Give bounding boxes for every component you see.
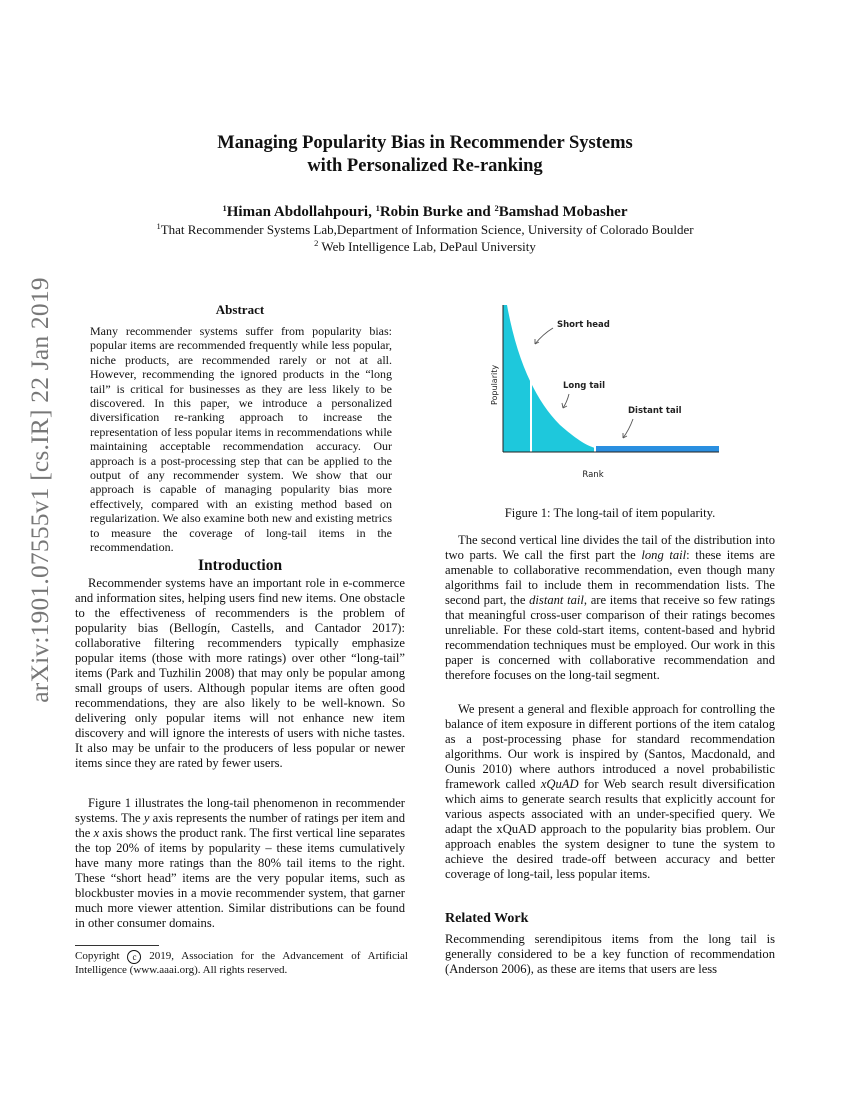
copyright-suffix: 2019, Association for the Advancement of Artificial Intelligence (www.aaai.org). All rights reserved. — [75, 950, 408, 976]
paper-title-line-2: with Personalized Re-ranking — [307, 156, 543, 176]
author-list — [0, 203, 850, 222]
author-3-affiliation-mark: 2 — [494, 203, 499, 213]
footnote-rule — [75, 945, 159, 946]
affiliation-2 — [0, 239, 850, 255]
author-3: Bamshad Mobasher — [498, 204, 628, 220]
introduction-paragraph-2 — [75, 796, 405, 931]
right-p2-part-a: We present a general and flexible approach for controlling the balance of item exposure in different portions of the item catalog as a post-processing phase for standard recommendation algorithms. Our work is inspired by (Santos, Macdonald, and Ounis 2010) where authors introduced a novel probabilistic framework called — [445, 702, 775, 791]
introduction-paragraph-1: Recommender systems have an important role in e-commerce and information sites, helping users find new items. One obstacle to the effectiveness of recommenders is the problem of popularity bias (Bellogín, Castells, and Cantador 2017): collaborative filtering recommenders typically emphasize popular items (those with more ratings) over other “long-tail” items (Park and Tuzhilin 2008) that may only be popular among small groups of users. Although popular items are often good recommendations, they are also likely to be well-known. So delivering only popular items will not enhance new item discovery and will ignore the interests of users with niche tastes. It also may be unfair to the producers of less popular or newer items since they are rated by fewer users. — [75, 576, 405, 770]
long-tail-arrow — [563, 394, 569, 408]
right-paragraph-1 — [445, 533, 775, 683]
distant-tail-term: distant tail — [529, 593, 584, 607]
affiliation-1 — [0, 222, 850, 238]
introduction-heading: Introduction — [197, 557, 283, 574]
x-variable: x — [93, 826, 100, 840]
intro-p2-part-b: axis represents the number of ratings per item and the — [75, 811, 405, 840]
x-axis-label: Rank — [582, 470, 604, 480]
distant-tail-area — [595, 446, 719, 452]
intro-p2-part-c: axis shows the product rank. The first vertical line separates the top 20% of items by popularity – these items cumulatively have many more ratings than the 80% tail items to the right. These “short head” items are the very popular items, such as blockbuster movies in a movie recommender system, that garner much more viewer attention. Similar distributions can be found in other consumer domains. — [75, 826, 405, 930]
xquad-term: xQuAD — [540, 777, 579, 791]
author-2-affiliation-mark: 1 — [375, 203, 380, 213]
copyright-symbol — [127, 950, 141, 964]
copyright-footnote — [75, 950, 408, 978]
affiliation-2-text: Web Intelligence Lab, DePaul University — [318, 239, 536, 254]
short-head-label: Short head — [557, 320, 610, 330]
intro-p2-part-a: Figure 1 illustrates the long-tail phenomenon in recommender systems. The — [75, 796, 405, 825]
long-tail-label: Long tail — [563, 381, 605, 391]
author-1: Himan Abdollahpouri, — [226, 204, 376, 220]
affiliation-1-mark: 1 — [156, 221, 161, 231]
copyright-symbol-letter: c — [132, 952, 137, 962]
y-axis-label: Popularity — [490, 364, 499, 405]
author-1-affiliation-mark: 1 — [222, 203, 227, 213]
abstract-heading: Abstract — [215, 302, 265, 317]
abstract-text: Many recommender systems suffer from popularity bias: popular items are recommended frequently while less popular, niche products, are recommended rarely or not at all. However, recommending the ignored products in the “long tail” is critical for businesses as they are less likely to be discovered. In this paper, we introduce a personalized diversification re-ranking approach to increase the representation of less popular items in recommendations while maintaining acceptable recommendation accuracy. Our approach is a post-processing step that can be applied to the output of any recommender system. We show that our approach is capable of managing popularity bias more effectively, compared with an existing method based on regularization. We also examine both new and existing metrics to measure the coverage of long-tail items in the recommendation. — [90, 324, 392, 555]
long-tail-term: long tail — [641, 548, 687, 562]
long-tail-figure — [485, 300, 721, 485]
paper-title — [0, 132, 850, 178]
arxiv-stamp-text: arXiv:1901.07555v1 [cs.IR] 22 Jan 2019 — [25, 277, 54, 703]
related-work-text: Recommending serendipitous items from the long tail is generally considered to be a key function of recommendation (Anderson 2006), as these are items that users are less — [445, 932, 775, 976]
short-head-arrow — [535, 328, 553, 344]
right-p1-part-a: The second vertical line divides the tail of the distribution into two parts. We call the first part the — [445, 533, 775, 562]
copyright-prefix: Copyright — [75, 950, 128, 962]
arxiv-stamp — [20, 277, 60, 703]
right-p1-part-c: , are items that receive so few ratings that meaningful cross-user comparison of their ratings becomes unreliable. For these cold-start items, content-based and hybrid recommendation techniques must be employed. Our work in this paper is concerned with collaborative recommendation and therefore focuses on the long-tail segment. — [445, 593, 776, 682]
affiliation-2-mark: 2 — [314, 238, 319, 248]
distant-tail-arrow — [623, 419, 633, 438]
related-work-heading: Related Work — [445, 911, 529, 926]
author-2: Robin Burke and — [379, 204, 495, 220]
paper-title-line-1: Managing Popularity Bias in Recommender Systems — [217, 133, 633, 153]
figure-caption: Figure 1: The long-tail of item popularity. — [504, 506, 716, 520]
distant-tail-label: Distant tail — [628, 406, 682, 416]
y-variable: y — [143, 811, 150, 825]
right-p1-part-b: : these items are amenable to collaborative recommendation, even though many algorithms fail to include them in recommendation lists. The second part, the — [445, 548, 776, 607]
affiliation-1-text: That Recommender Systems Lab,Department of Information Science, University of Colorado Boulder — [160, 222, 694, 237]
right-paragraph-2 — [445, 702, 775, 882]
right-p2-part-b: for Web search result diversification which aims to generate search results that explicitly account for various aspects associated with an under-specified query. We adapt the xQuAD approach to the popularity bias problem. Our approach enables the system designer to tune the system to achieve the desired trade-off between accuracy and better coverage of long-tail, less popular items. — [445, 777, 775, 881]
